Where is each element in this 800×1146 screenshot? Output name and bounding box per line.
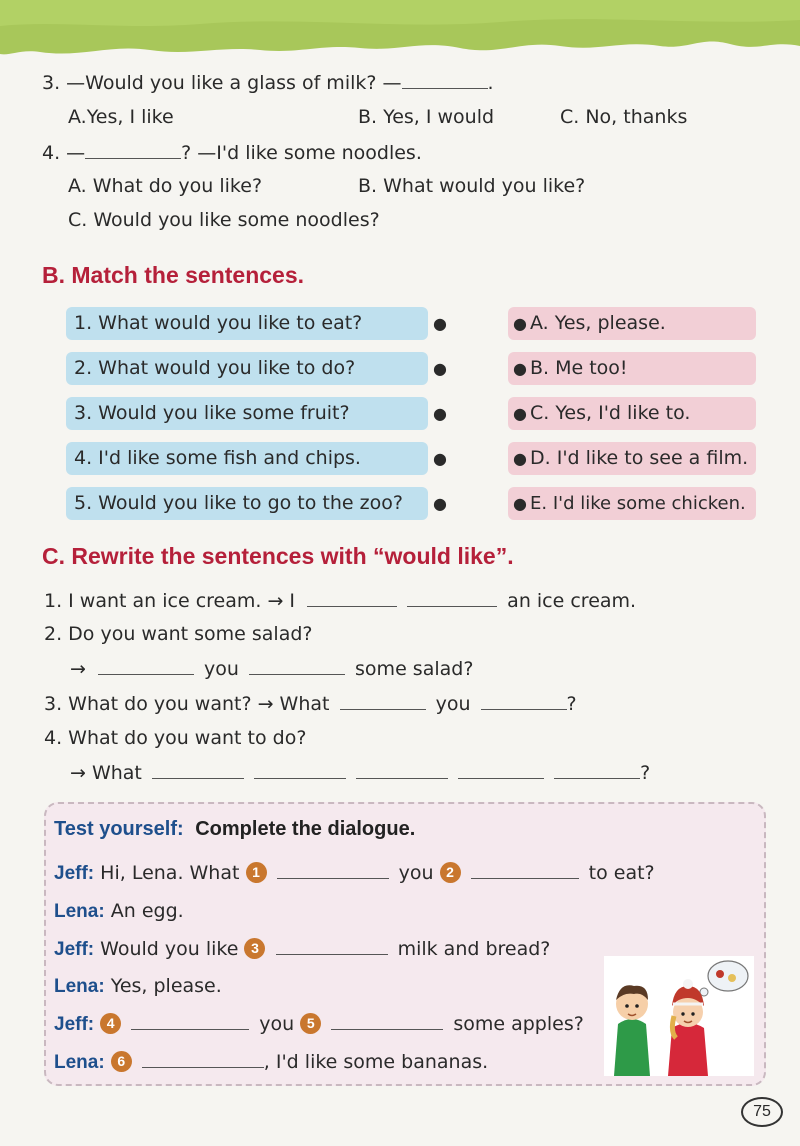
test-line2-a: An egg. <box>110 900 184 922</box>
match-left-text-3: 3. Would you like some fruit? <box>74 402 350 424</box>
match-right-text-1: A. Yes, please. <box>530 312 666 334</box>
c4-blank-1[interactable] <box>152 761 244 779</box>
test-line1-c: to eat? <box>588 862 655 884</box>
match-right-text-2: B. Me too! <box>530 357 628 379</box>
match-dot-right-4[interactable]: ● <box>513 449 527 468</box>
match-right-text-5: E. I'd like some chicken. <box>530 493 746 514</box>
q4-prefix: 4. — <box>42 142 86 164</box>
c3-you: you <box>435 693 471 715</box>
c2-you: you <box>204 658 239 680</box>
c2-blank-1[interactable] <box>98 657 194 675</box>
test-label: Test yourself: <box>54 818 184 840</box>
test-line5-c: some apples? <box>453 1013 584 1035</box>
test-line3-b: milk and bread? <box>397 938 551 960</box>
c1-blank-1[interactable] <box>307 589 397 607</box>
top-green-banner <box>0 0 800 62</box>
speaker-lena-3: Lena: <box>54 1052 105 1073</box>
number-badge-5: 5 <box>300 1013 321 1034</box>
c4-arrow-what: → What <box>70 762 142 784</box>
test-blank-6[interactable] <box>142 1050 264 1068</box>
test-blank-3[interactable] <box>276 937 388 955</box>
c4-blank-3[interactable] <box>356 761 448 779</box>
test-blank-5[interactable] <box>331 1012 443 1030</box>
c3-blank-2[interactable] <box>481 692 567 710</box>
q3-option-c: C. No, thanks <box>560 106 688 128</box>
c4-question: 4. What do you want to do? <box>44 727 307 749</box>
match-dot-right-3[interactable]: ● <box>513 404 527 423</box>
speaker-lena-2: Lena: <box>54 976 105 997</box>
q4-option-b: B. What would you like? <box>358 175 586 197</box>
test-line6-b: , I'd like some bananas. <box>263 1051 489 1073</box>
speaker-jeff-2: Jeff: <box>54 939 95 960</box>
match-right-text-3: C. Yes, I'd like to. <box>530 402 691 424</box>
q3-blank[interactable] <box>402 71 488 89</box>
q4-option-a: A. What do you like? <box>68 175 263 197</box>
match-left-text-1: 1. What would you like to eat? <box>74 312 363 334</box>
q3-question: 3. —Would you like a glass of milk? — <box>42 72 402 94</box>
c2-arrow: → <box>70 658 86 680</box>
section-b-title: B. Match the sentences. <box>42 262 305 288</box>
c1-blank-2[interactable] <box>407 589 497 607</box>
match-dot-right-2[interactable]: ● <box>513 359 527 378</box>
c2-question: 2. Do you want some salad? <box>44 623 313 645</box>
test-line1-a: Hi, Lena. What <box>100 862 240 884</box>
test-line1-b: you <box>398 862 434 884</box>
match-dot-left-4[interactable]: ● <box>433 449 447 468</box>
test-line3-a: Would you like <box>100 938 239 960</box>
page-number-badge <box>741 1097 783 1127</box>
q3-period: . <box>487 72 494 94</box>
test-blank-2[interactable] <box>471 861 579 879</box>
c2-end: some salad? <box>355 658 474 680</box>
q3-option-a: A.Yes, I like <box>68 106 174 128</box>
match-left-text-2: 2. What would you like to do? <box>74 357 356 379</box>
c1-text: 1. I want an ice cream. → I <box>44 590 296 612</box>
test-line4-a: Yes, please. <box>110 975 222 997</box>
match-dot-right-1[interactable]: ● <box>513 314 527 333</box>
speaker-lena-1: Lena: <box>54 901 105 922</box>
number-badge-4: 4 <box>100 1013 121 1034</box>
q3-option-b: B. Yes, I would <box>358 106 495 128</box>
c4-blank-4[interactable] <box>458 761 544 779</box>
match-dot-left-5[interactable]: ● <box>433 494 447 513</box>
test-blank-1[interactable] <box>277 861 389 879</box>
match-dot-left-1[interactable]: ● <box>433 314 447 333</box>
c3-blank-1[interactable] <box>340 692 426 710</box>
c4-end: ? <box>640 762 651 784</box>
q4-suffix: ? —I'd like some noodles. <box>181 142 422 164</box>
test-blank-4[interactable] <box>131 1012 249 1030</box>
match-dot-right-5[interactable]: ● <box>513 494 527 513</box>
number-badge-3: 3 <box>244 938 265 959</box>
c1-end: an ice cream. <box>507 590 637 612</box>
match-right-text-4: D. I'd like to see a film. <box>530 447 749 469</box>
number-badge-1: 1 <box>246 862 267 883</box>
number-badge-2: 2 <box>440 862 461 883</box>
c3-end: ? <box>566 693 577 715</box>
c4-blank-2[interactable] <box>254 761 346 779</box>
match-left-text-4: 4. I'd like some fish and chips. <box>74 447 361 469</box>
c4-blank-5[interactable] <box>554 761 640 779</box>
c2-blank-2[interactable] <box>249 657 345 675</box>
q4-blank[interactable] <box>85 141 181 159</box>
match-dot-left-2[interactable]: ● <box>433 359 447 378</box>
c3-text: 3. What do you want? → What <box>44 693 330 715</box>
match-left-text-5: 5. Would you like to go to the zoo? <box>74 492 403 514</box>
section-c-title: C. Rewrite the sentences with “would like”. <box>42 543 514 569</box>
speaker-jeff-1: Jeff: <box>54 863 95 884</box>
page-number: 75 <box>753 1103 771 1120</box>
match-dot-left-3[interactable]: ● <box>433 404 447 423</box>
test-line5-b: you <box>259 1013 295 1035</box>
test-title: Complete the dialogue. <box>195 818 416 840</box>
kids-illustration <box>604 956 754 1076</box>
speaker-jeff-3: Jeff: <box>54 1014 95 1035</box>
number-badge-6: 6 <box>111 1051 132 1072</box>
q4-option-c: C. Would you like some noodles? <box>68 209 380 231</box>
